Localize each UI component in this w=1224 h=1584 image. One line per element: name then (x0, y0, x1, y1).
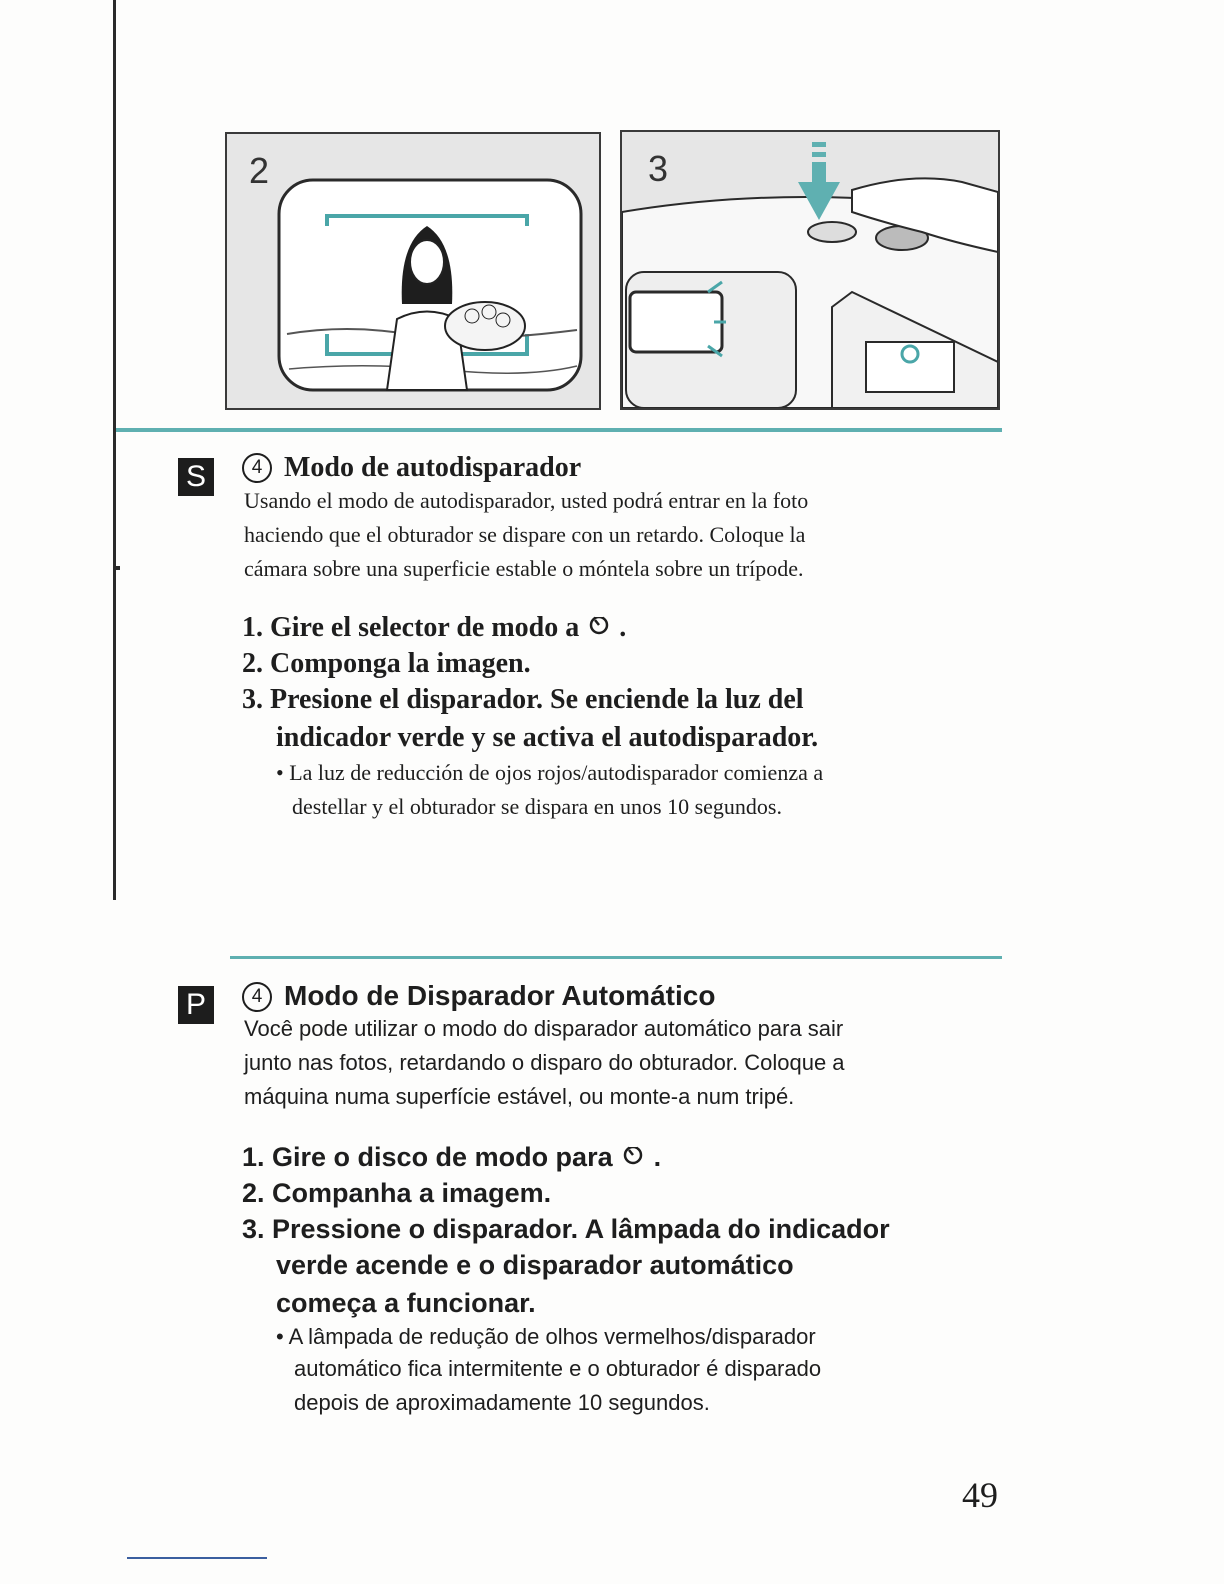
step-3-portuguese: 3. Pressione o disparador. A lâmpada do indicador (242, 1214, 890, 1244)
intro-line: Usando el modo de autodisparador, usted podrá entrar en la foto (244, 488, 809, 513)
section-divider (230, 956, 1002, 959)
step-2-spanish: 2. Componga la imagen. (242, 648, 531, 679)
intro-line: junto nas fotos, retardando o disparo do obturador. Coloque a (244, 1050, 845, 1075)
step-3-portuguese-cont: começa a funcionar. (276, 1288, 536, 1318)
bullet-note-portuguese-cont: automático fica intermitente e o obturador é disparado (294, 1356, 822, 1381)
viewfinder-illustration (227, 134, 599, 408)
figure-viewfinder (225, 132, 601, 410)
step-1-portuguese (242, 1142, 661, 1173)
step-text: 1. Gire el selector de modo a (242, 612, 580, 643)
section-heading-portuguese (242, 980, 715, 1012)
binding-edge (113, 0, 116, 900)
intro-line: máquina numa superfície estável, ou monte-a num tripé. (244, 1084, 795, 1109)
heading-text: Modo de Disparador Automático (284, 980, 716, 1011)
camera-top-illustration (622, 132, 998, 408)
step-2-portuguese: 2. Companha a imagem. (242, 1178, 552, 1208)
intro-line: haciendo que el obturador se dispare con un retardo. Coloque la (244, 522, 806, 547)
step-text: 1. Gire o disco de modo para (242, 1142, 613, 1172)
intro-paragraph-spanish (244, 488, 808, 590)
self-timer-icon (586, 613, 612, 635)
language-badge-spanish: S (178, 458, 214, 496)
section-divider (116, 428, 1002, 432)
bullet-note-portuguese-cont: depois de aproximadamente 10 segundos. (294, 1390, 710, 1415)
figure-shutter-press (620, 130, 1000, 410)
heading-text: Modo de autodisparador (284, 452, 582, 483)
page-number: 49 (962, 1475, 998, 1515)
step-end: . (619, 612, 627, 643)
step-3-spanish: 3. Presione el disparador. Se enciende la luz del (242, 684, 804, 715)
intro-paragraph-portuguese (244, 1016, 845, 1118)
step-number-circle: 4 (242, 982, 272, 1012)
step-1-spanish (242, 612, 626, 644)
binding-mark (116, 566, 120, 570)
footer-line (127, 1557, 267, 1559)
step-3-portuguese-cont: verde acende e o disparador automático (276, 1250, 794, 1280)
intro-line: Você pode utilizar o modo do disparador automático para sair (244, 1016, 844, 1041)
figure-number: 2 (249, 150, 270, 191)
bullet-note-spanish-cont: destellar y el obturador se dispara en unos 10 segundos. (292, 794, 782, 819)
section-heading-spanish (242, 452, 581, 484)
intro-line: cámara sobre una superficie estable o móntela sobre un trípode. (244, 556, 804, 581)
bullet-note-spanish: • La luz de reducción de ojos rojos/autodisparador comienza a (276, 760, 824, 785)
figure-number: 3 (648, 148, 669, 189)
step-3-spanish-cont: indicador verde y se activa el autodisparador. (276, 722, 819, 753)
step-end: . (653, 1142, 662, 1172)
step-number-circle: 4 (242, 453, 272, 483)
self-timer-icon (620, 1143, 646, 1165)
language-badge-portuguese: P (178, 986, 214, 1024)
bullet-note-portuguese: • A lâmpada de redução de olhos vermelhos/disparador (276, 1324, 816, 1349)
